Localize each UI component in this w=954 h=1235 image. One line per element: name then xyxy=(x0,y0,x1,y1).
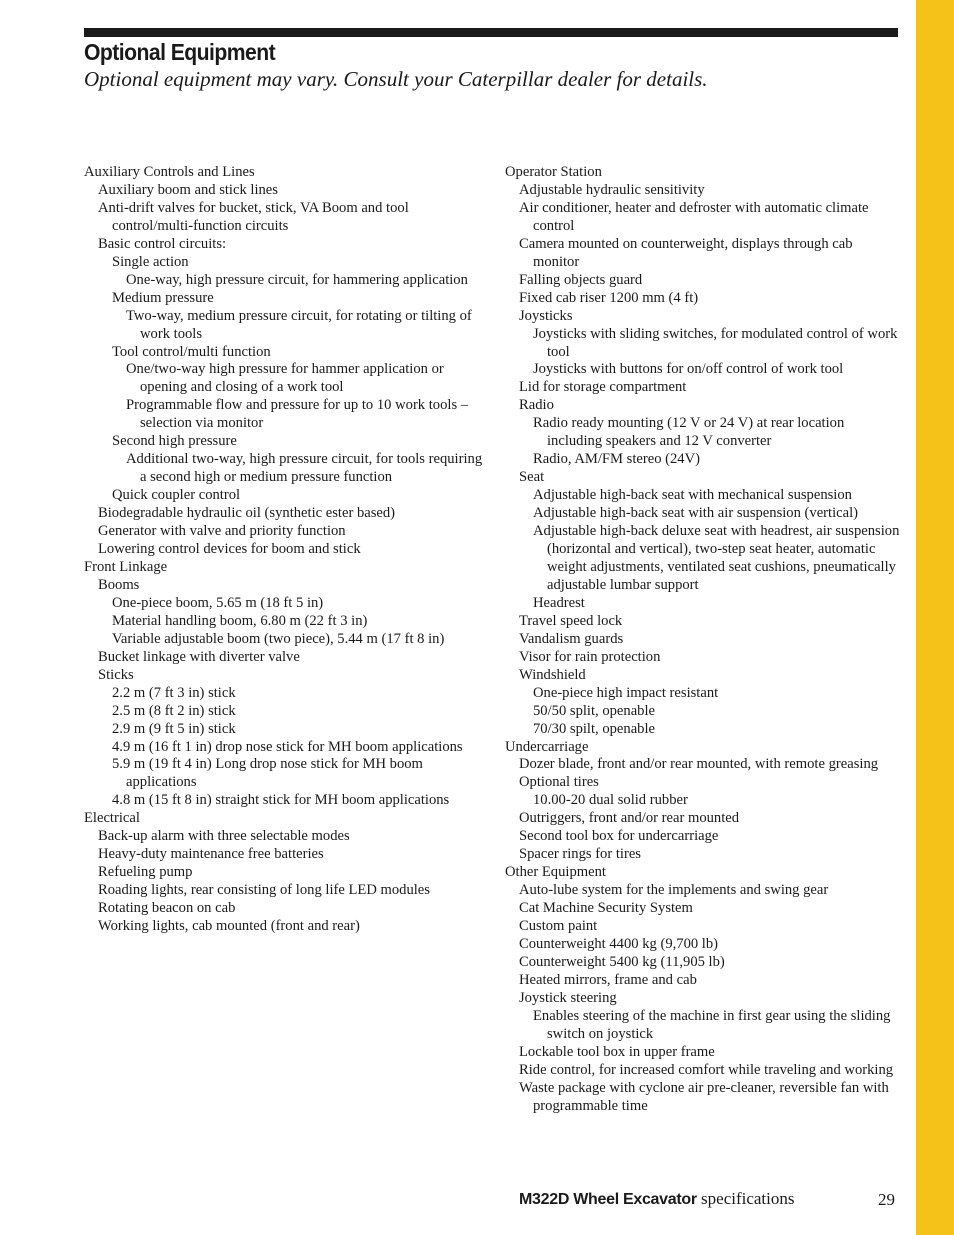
list-item: Headrest xyxy=(533,594,585,611)
left-column xyxy=(84,164,484,936)
right-column xyxy=(505,164,900,1116)
list-item: Custom paint xyxy=(519,918,598,935)
yellow-side-bar xyxy=(916,0,954,1235)
list-item: Travel speed lock xyxy=(519,612,623,629)
list-item: Sticks xyxy=(98,666,134,683)
list-item: Lid for storage compartment xyxy=(519,379,687,396)
list-item: Biodegradable hydraulic oil (synthetic ester based) xyxy=(98,505,396,522)
list-item: 2.9 m (9 ft 5 in) stick xyxy=(112,720,236,737)
list-item: 10.00-20 dual solid rubber xyxy=(533,792,688,809)
list-item: Roading lights, rear consisting of long life LED modules xyxy=(98,882,430,899)
section-heading: Auxiliary Controls and Lines xyxy=(84,164,255,180)
list-item: Vandalism guards xyxy=(519,630,624,647)
list-item: Optional tires xyxy=(519,774,599,791)
list-item: 5.9 m (19 ft 4 in) Long drop nose stick for MH boom applications xyxy=(112,756,423,791)
list-item: Radio ready mounting (12 V or 24 V) at rear location including speakers and 12 V converter xyxy=(533,415,845,450)
list-item: Anti-drift valves for bucket, stick, VA Boom and tool control/multi-function circuits xyxy=(98,199,409,234)
list-item: Adjustable high-back deluxe seat with headrest, air suspension (horizontal and vertical), two-step seat heater, automatic weight adjustments, ventilated seat cushions, pneumatically adjustable lumbar support xyxy=(533,523,900,593)
list-item: Booms xyxy=(98,576,140,593)
list-item: 50/50 split, openable xyxy=(533,702,656,719)
list-item: Joysticks with sliding switches, for modulated control of work tool xyxy=(533,325,898,360)
footer-suffix: specifications xyxy=(696,1189,795,1208)
list-item: Adjustable high-back seat with air suspension (vertical) xyxy=(533,505,859,522)
list-item: One-piece high impact resistant xyxy=(533,684,719,701)
list-item: 70/30 spilt, openable xyxy=(533,720,656,737)
list-item: Refueling pump xyxy=(98,864,193,881)
page-title: Optional Equipment xyxy=(84,39,276,65)
header-rule xyxy=(84,28,898,37)
list-item: Counterweight 5400 kg (11,905 lb) xyxy=(519,953,725,970)
page-subtitle: Optional equipment may vary. Consult your Caterpillar dealer for details. xyxy=(84,67,708,91)
list-item: Camera mounted on counterweight, displays through cab monitor xyxy=(519,235,853,270)
list-item: Tool control/multi function xyxy=(112,343,271,360)
list-item: Heavy-duty maintenance free batteries xyxy=(98,846,324,863)
list-item: Medium pressure xyxy=(112,289,214,306)
list-item: Auto-lube system for the implements and swing gear xyxy=(519,882,829,899)
section-heading: Electrical xyxy=(84,810,140,827)
list-item: 4.8 m (15 ft 8 in) straight stick for MH boom applications xyxy=(112,792,450,809)
list-item: 2.5 m (8 ft 2 in) stick xyxy=(112,702,236,719)
list-item: Second tool box for undercarriage xyxy=(519,828,719,845)
list-item: Cat Machine Security System xyxy=(519,900,693,917)
list-item: Counterweight 4400 kg (9,700 lb) xyxy=(519,935,719,952)
list-item: Falling objects guard xyxy=(519,271,643,288)
footer-model-name: M322D Wheel Excavator xyxy=(519,1191,697,1208)
list-item: Working lights, cab mounted (front and rear) xyxy=(98,918,360,935)
section-heading: Operator Station xyxy=(505,164,602,180)
list-item: Fixed cab riser 1200 mm (4 ft) xyxy=(519,289,699,306)
list-item: Adjustable high-back seat with mechanical suspension xyxy=(533,487,852,504)
list-item: Lockable tool box in upper frame xyxy=(519,1043,715,1060)
list-item: Radio xyxy=(519,397,554,414)
list-item: Heated mirrors, frame and cab xyxy=(519,971,697,988)
list-item: Generator with valve and priority function xyxy=(98,523,346,540)
footer-title xyxy=(519,1189,795,1209)
list-item: Waste package with cyclone air pre-cleaner, reversible fan with programmable time xyxy=(519,1079,889,1114)
list-item: Outriggers, front and/or rear mounted xyxy=(519,810,740,827)
list-item: Enables steering of the machine in first gear using the sliding switch on joystick xyxy=(533,1007,891,1042)
list-item: Programmable flow and pressure for up to 10 work tools – selection via monitor xyxy=(126,397,469,432)
list-item: Joystick steering xyxy=(519,989,617,1006)
list-item: Bucket linkage with diverter valve xyxy=(98,648,300,665)
list-item: Spacer rings for tires xyxy=(519,846,641,863)
list-item: Second high pressure xyxy=(112,433,237,450)
list-item: Auxiliary boom and stick lines xyxy=(98,181,278,198)
list-item: Rotating beacon on cab xyxy=(98,900,236,917)
list-item: Single action xyxy=(112,253,189,270)
list-item: Quick coupler control xyxy=(112,487,241,504)
list-item: Ride control, for increased comfort while traveling and working xyxy=(519,1061,894,1078)
list-item: One-piece boom, 5.65 m (18 ft 5 in) xyxy=(112,594,324,611)
list-item: Air conditioner, heater and defroster with automatic climate control xyxy=(519,199,869,234)
list-item: Back-up alarm with three selectable modes xyxy=(98,828,350,845)
list-item: 2.2 m (7 ft 3 in) stick xyxy=(112,684,236,701)
list-item: Windshield xyxy=(519,666,586,683)
list-item: Basic control circuits: xyxy=(98,235,227,252)
list-item: Adjustable hydraulic sensitivity xyxy=(519,181,705,198)
page-number: 29 xyxy=(878,1190,895,1209)
list-item: Additional two-way, high pressure circuit, for tools requiring a second high or medium pressure function xyxy=(126,451,483,486)
section-heading: Undercarriage xyxy=(505,738,589,755)
list-item: One-way, high pressure circuit, for hammering application xyxy=(126,271,468,288)
list-item: Joysticks with buttons for on/off control of work tool xyxy=(533,361,844,378)
section-heading: Other Equipment xyxy=(505,864,606,881)
list-item: Lowering control devices for boom and stick xyxy=(98,541,361,558)
list-item: One/two-way high pressure for hammer application or opening and closing of a work tool xyxy=(126,361,444,396)
list-item: Radio, AM/FM stereo (24V) xyxy=(533,451,701,468)
list-item: Visor for rain protection xyxy=(519,648,661,665)
list-item: Seat xyxy=(519,469,545,486)
list-item: Dozer blade, front and/or rear mounted, with remote greasing xyxy=(519,756,879,773)
list-item: Two-way, medium pressure circuit, for rotating or tilting of work tools xyxy=(126,307,472,342)
list-item: Material handling boom, 6.80 m (22 ft 3 in) xyxy=(112,612,368,629)
list-item: Joysticks xyxy=(519,307,573,324)
list-item: Variable adjustable boom (two piece), 5.44 m (17 ft 8 in) xyxy=(112,630,445,647)
list-item: 4.9 m (16 ft 1 in) drop nose stick for MH boom applications xyxy=(112,738,463,755)
section-heading: Front Linkage xyxy=(84,558,168,575)
